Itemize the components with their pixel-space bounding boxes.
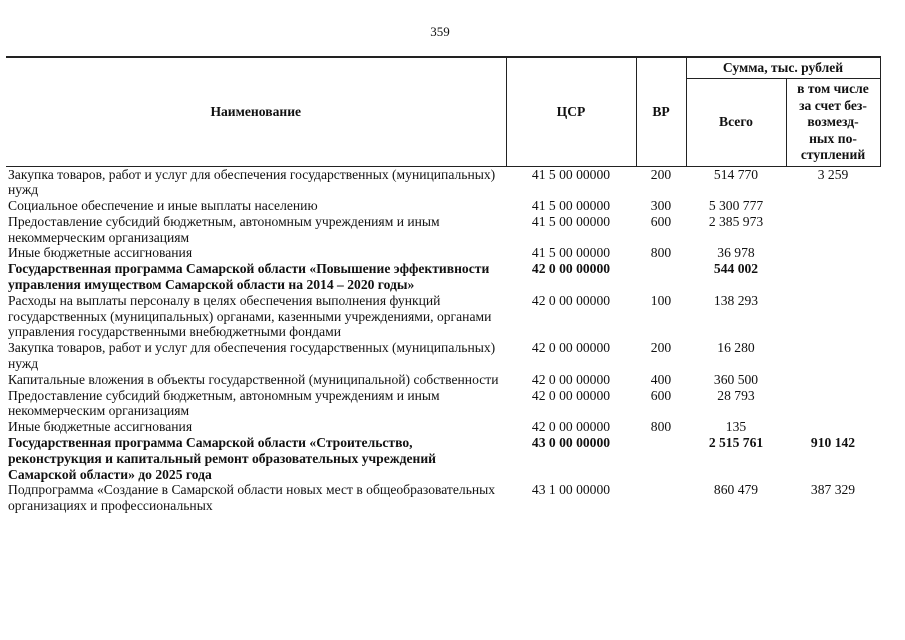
cell-including: 387 329	[810, 482, 856, 498]
table-row	[6, 388, 880, 420]
cell-csr: 41 5 00 00000	[531, 245, 611, 261]
cell-vr: 200	[650, 340, 672, 356]
table-row	[6, 340, 880, 372]
cell-total: 5 300 777	[708, 198, 764, 214]
cell-csr: 42 0 00 00000	[531, 419, 611, 435]
header-sum-group: Сумма, тыс. рублей	[686, 57, 880, 79]
cell-csr: 42 0 00 00000	[531, 261, 611, 277]
header-including-line-4: ных по-	[809, 130, 857, 146]
page-number: 359	[430, 24, 450, 39]
cell-name: Государственная программа Самарской области «Строительство, реконструкция и капитальный ремонт образовательных учреждений Самарской области» до 2025 года	[8, 435, 437, 482]
cell-name: Иные бюджетные ассигнования	[8, 245, 193, 261]
cell-csr: 41 5 00 00000	[531, 198, 611, 214]
cell-name: Подпрограмма «Создание в Самарской области новых мест в общеобразовательных организациях и профессиональных	[8, 482, 496, 514]
cell-including	[786, 419, 880, 435]
table-row	[6, 482, 880, 514]
table-header	[6, 57, 880, 166]
cell-vr: 200	[650, 166, 672, 182]
cell-total: 28 793	[717, 387, 755, 403]
cell-vr: 800	[650, 245, 672, 261]
cell-total: 514 770	[713, 166, 759, 182]
cell-name: Расходы на выплаты персоналу в целях обеспечения выполнения функций государственных (муниципальных) органами, казенными учреждениями, органами управления государственными внебюджетными фондами	[8, 292, 492, 340]
cell-name: Предоставление субсидий бюджетным, автономным учреждениям и иным некоммерческим организациям	[8, 387, 440, 419]
cell-vr	[636, 482, 686, 514]
cell-name: Иные бюджетные ассигнования	[8, 419, 193, 435]
cell-including	[786, 261, 880, 293]
cell-vr: 300	[650, 198, 672, 214]
cell-including	[786, 388, 880, 420]
header-total: Всего	[686, 79, 786, 167]
cell-total: 860 479	[713, 482, 759, 498]
table-row	[6, 166, 880, 198]
cell-name: Социальное обеспечение и иные выплаты населению	[8, 198, 318, 214]
cell-total: 138 293	[713, 292, 759, 308]
cell-including	[786, 293, 880, 340]
cell-csr: 42 0 00 00000	[531, 371, 611, 387]
cell-name: Закупка товаров, работ и услуг для обеспечения государственных (муниципальных) нужд	[8, 340, 496, 372]
cell-including	[786, 214, 880, 246]
table-row	[6, 214, 880, 246]
cell-total: 360 500	[713, 371, 759, 387]
table-row	[6, 372, 880, 388]
header-including-line-5: ступлений	[800, 147, 866, 162]
cell-total: 2 515 761	[708, 435, 764, 451]
cell-name: Капитальные вложения в объекты государственной (муниципальной) собственности	[8, 371, 499, 387]
header-csr: ЦСР	[506, 57, 636, 166]
header-including-line-3: возмезд-	[807, 114, 859, 129]
cell-csr: 41 5 00 00000	[531, 213, 611, 229]
table-row	[6, 419, 880, 435]
table-row	[6, 293, 880, 340]
cell-vr: 600	[650, 387, 672, 403]
cell-including	[786, 245, 880, 261]
cell-vr: 100	[650, 292, 672, 308]
cell-total: 2 385 973	[708, 213, 764, 229]
cell-name: Закупка товаров, работ и услуг для обеспечения государственных (муниципальных) нужд	[8, 166, 496, 198]
cell-csr: 43 1 00 00000	[531, 482, 611, 498]
cell-name: Государственная программа Самарской области «Повышение эффективности управления имуществом Самарской области на 2014 – 2020 годы»	[8, 261, 490, 293]
table-row	[6, 261, 880, 293]
cell-total: 36 978	[717, 245, 755, 261]
header-including	[786, 79, 880, 167]
cell-vr: 800	[650, 419, 672, 435]
table-body	[6, 166, 880, 514]
cell-total: 16 280	[717, 340, 755, 356]
cell-csr: 42 0 00 00000	[531, 292, 611, 308]
cell-csr: 41 5 00 00000	[531, 166, 611, 182]
table-row	[6, 245, 880, 261]
cell-csr: 42 0 00 00000	[531, 387, 611, 403]
header-including-line-2: за счет без-	[799, 97, 867, 113]
cell-total: 135	[725, 419, 747, 435]
cell-vr: 400	[650, 371, 672, 387]
cell-including	[786, 198, 880, 214]
cell-name: Предоставление субсидий бюджетным, автономным учреждениям и иным некоммерческим организациям	[8, 213, 440, 245]
cell-including: 910 142	[810, 435, 856, 451]
cell-including	[786, 372, 880, 388]
header-name: Наименование	[6, 57, 506, 166]
header-including-line-1: в том числе	[797, 81, 869, 96]
cell-including	[786, 340, 880, 372]
table-row	[6, 435, 880, 482]
cell-csr: 42 0 00 00000	[531, 340, 611, 356]
cell-vr	[636, 435, 686, 482]
cell-including: 3 259	[817, 166, 849, 182]
cell-csr: 43 0 00 00000	[531, 435, 611, 451]
budget-table	[6, 56, 881, 514]
cell-vr: 600	[650, 213, 672, 229]
table-row	[6, 198, 880, 214]
cell-vr	[636, 261, 686, 293]
header-vr: ВР	[636, 57, 686, 166]
cell-total: 544 002	[713, 261, 759, 277]
